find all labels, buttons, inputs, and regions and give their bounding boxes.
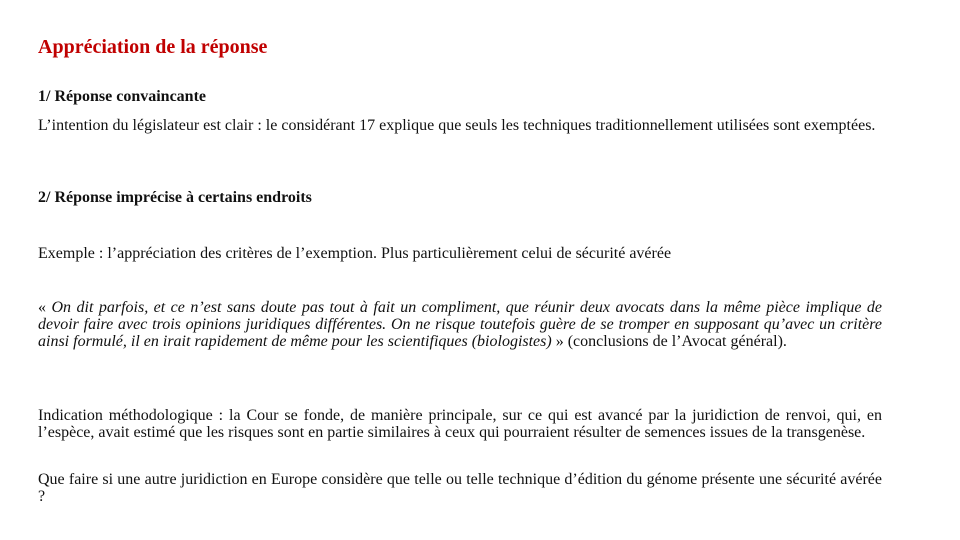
quote-italic-text: On dit parfois, et ce n’est sans doute pas tout à fait un compliment, que réunir deux avocats dans la même pièce implique de devoir faire avec trois opinions juridiques différentes. On ne risque toutefois guère de se tromper en supposant qu’avec un critère ainsi formulé, il en irait rapidement de même pour les scientifiques (biologistes) (38, 299, 882, 350)
closing-question: Que faire si une autre juridiction en Europe considère que telle ou telle technique d’édition du génome présente une sécurité avérée ? (38, 471, 882, 505)
quote-paragraph (38, 299, 882, 350)
example-text: Exemple : l’appréciation des critères de l’exemption. Plus particulièrement celui de sécurité avérée (38, 245, 672, 262)
slide-title: Appréciation de la réponse (38, 36, 268, 58)
quote-closing-text: » (conclusions de l’Avocat général). (551, 333, 787, 350)
quote-open-mark: « (38, 299, 52, 316)
section-1-heading: 1/ Réponse convaincante (38, 88, 206, 105)
section-2-heading: 2/ Réponse imprécise à certains endroits (38, 189, 312, 206)
slide (38, 0, 882, 540)
methodology-indication: Indication méthodologique : la Cour se fonde, de manière principale, sur ce qui est avancé par la juridiction de renvoi, qui, en l’espèce, avait estimé que les risques sont en partie similaires à ceux qui pourraient résulter de semences issues de la transgenèse. (38, 407, 882, 441)
section-1-text: L’intention du législateur est clair : le considérant 17 explique que seuls les techniques traditionnellement utilisées sont exemptées. (38, 117, 876, 134)
